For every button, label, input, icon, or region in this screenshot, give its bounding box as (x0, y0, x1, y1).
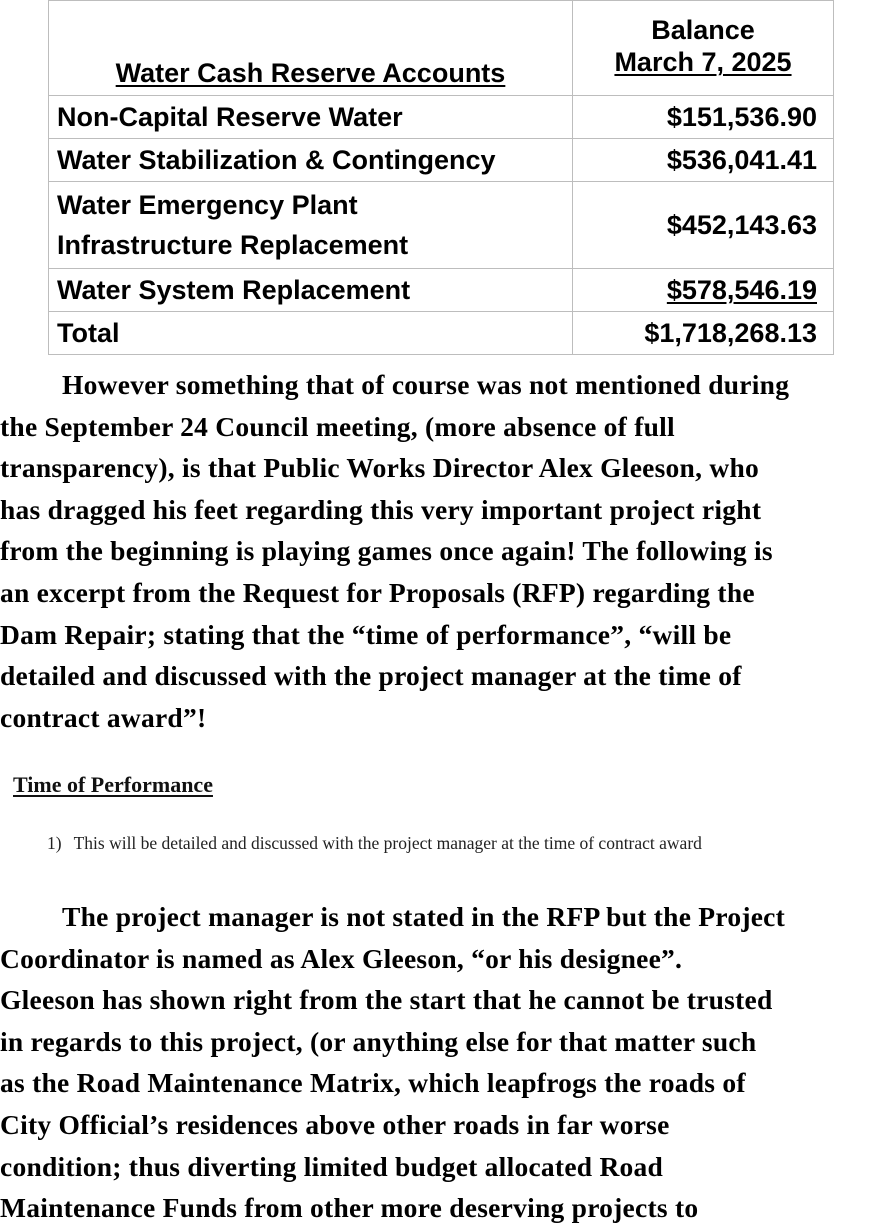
table-total-row (49, 312, 834, 355)
paragraph-line: Coordinator is named as Alex Gleeson, “or his designee”. (0, 942, 683, 974)
paragraph-line: However something that of course was not mentioned during (62, 369, 790, 400)
table-header-row (49, 1, 834, 96)
paragraph-2 (0, 896, 880, 1227)
total-label: Total (49, 312, 573, 355)
paragraph-line: City Official’s residences above other roads in far worse (0, 1108, 670, 1140)
table-row (49, 96, 834, 139)
account-name (49, 182, 573, 269)
account-name-line2: Infrastructure Replacement (57, 230, 409, 260)
account-balance-cell (573, 269, 834, 312)
water-reserve-table (48, 0, 834, 355)
table-row (49, 139, 834, 182)
excerpt-item-text: This will be detailed and discussed with the project manager at the time of contract award (73, 833, 702, 853)
paragraph-line: The project manager is not stated in the RFP but the Project (62, 901, 786, 932)
paragraph-line: condition; thus diverting limited budget allocated Road (0, 1150, 664, 1182)
balance-header-date: March 7, 2025 (614, 47, 792, 77)
paragraph-1 (0, 364, 880, 738)
account-name: Non-Capital Reserve Water (49, 96, 573, 139)
paragraph-line: has dragged his feet regarding this very important project right (0, 493, 762, 525)
paragraph-line: Gleeson has shown right from the start that he cannot be trusted (0, 984, 773, 1016)
balance-header-cell (573, 1, 834, 96)
table-row (49, 182, 834, 269)
paragraph-line: contract award”! (0, 701, 207, 733)
total-balance: $1,718,268.13 (573, 312, 834, 355)
table-title-cell (49, 1, 573, 96)
account-name: Water System Replacement (49, 269, 573, 312)
paragraph-line: detailed and discussed with the project manager at the time of (0, 660, 742, 692)
account-name-line1: Water Emergency Plant (57, 189, 358, 220)
paragraph-line: as the Road Maintenance Matrix, which leapfrogs the roads of (0, 1067, 746, 1099)
paragraph-line: the September 24 Council meeting, (more absence of full (0, 410, 675, 442)
paragraph-line: Dam Repair; stating that the “time of performance”, “will be (0, 618, 732, 650)
paragraph-line: transparency), is that Public Works Director Alex Gleeson, who (0, 452, 760, 484)
table-title: Water Cash Reserve Accounts (115, 57, 506, 88)
excerpt-heading: Time of Performance (13, 772, 213, 797)
account-balance: $536,041.41 (573, 139, 834, 182)
paragraph-line: in regards to this project, (or anything else for that matter such (0, 1025, 757, 1057)
excerpt-item-number: 1) (47, 833, 62, 853)
account-name: Water Stabilization & Contingency (49, 139, 573, 182)
account-balance: $452,143.63 (573, 182, 834, 269)
excerpt-list-item (47, 833, 702, 854)
balance-header-label: Balance (651, 14, 755, 45)
table-row (49, 269, 834, 312)
paragraph-line: an excerpt from the Request for Proposals (RFP) regarding the (0, 576, 755, 608)
account-balance: $151,536.90 (573, 96, 834, 139)
paragraph-line: from the beginning is playing games once again! The following is (0, 535, 773, 567)
paragraph-line: Maintenance Funds from other more deserving projects to (0, 1192, 699, 1224)
account-balance: $578,546.19 (666, 274, 817, 305)
